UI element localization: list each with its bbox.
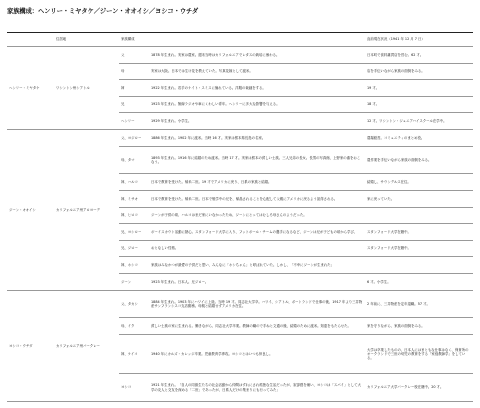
status-cell: 大学は卒業したものの、日本人にはまともな仕事はなく、保育所のオークランドで三世の幼児の教育をする「家庭教師学」をしている。 bbox=[365, 335, 473, 374]
notes-cell: 家族はみなかつが最愛の子供だと思い、みんなに「ホシちゃん」と呼ばれていた。しかし、「不幸にジーンが生まれた」 bbox=[149, 257, 365, 274]
member-cell: 母、タマ bbox=[119, 146, 149, 174]
status-cell: 農場経営。コミュニティのまとめ役。 bbox=[365, 129, 473, 146]
status-cell: 日本町で食料雑貨店を営む。62 才。 bbox=[365, 47, 473, 64]
member-cell: ヘンリー bbox=[119, 113, 149, 130]
notes-cell: おとなしい性格。 bbox=[149, 240, 365, 257]
notes-cell: 1921 年生まれ。「自人の同級生たちの社会活動から仲間はずれにされ孤独な生活だったが、寂寥感を補い、ヨシコは「スパイ」として大学の友人と交友を深める「二世」であったが、日系人だけの集まりにも行ってみた」 bbox=[149, 374, 365, 402]
status-cell: 12 才。ワシントン・ジュニアハイスクール在学中。 bbox=[365, 113, 473, 130]
status-cell: 6 才。小学生。 bbox=[365, 273, 473, 290]
document-title: 家族構成：ヘンリー・ミヤタケ／ジーン・オオイシ／ヨシコ・ウチダ bbox=[7, 8, 199, 15]
residence-cell: ワシントン州シアトル bbox=[54, 47, 119, 130]
member-cell: 姉、ケイコ bbox=[119, 335, 149, 374]
member-cell: 姉、ミサオ bbox=[119, 191, 149, 208]
notes-cell: 1886 年生まれ。1902 年に渡米。当時 16 才。実家は熊本県長島の名家。 bbox=[149, 129, 365, 146]
family-table bbox=[7, 32, 473, 402]
status-cell: 店を手伝いながら家族の面倒をみる。 bbox=[365, 63, 473, 80]
status-cell: スタンフォード大学在籍中。 bbox=[365, 240, 473, 257]
notes-cell: 1923 年生まれ。無線ラジオや車にくわしい青年。ヘンリーに多大な影響を与える。 bbox=[149, 96, 365, 113]
notes-cell: 貧しい士族の家に生まれる。働きながら、同志社大学卒業。教師の職ので手ねと文通の後、結婚のために渡米。知恵をもたらせた。 bbox=[149, 318, 365, 335]
notes-cell: 日本で教育を受けた。帰米二世。日本で勉学中の兄を、帰晶されることを心配して父親にアメリカに戻るよう説得される。 bbox=[149, 191, 365, 208]
member-cell: 姉 bbox=[119, 80, 149, 97]
notes-cell: 1923 年生まれ。日本人。兄ジロー。 bbox=[149, 273, 365, 290]
status-cell: 農作業を手伝いながら家族の面倒をみる。 bbox=[365, 146, 473, 174]
member-cell: 母 bbox=[119, 63, 149, 80]
table-header-row bbox=[7, 33, 473, 47]
notes-cell: 1884 年生まれ。1903 年にハワイに上陸。当時 19 才。同志社大学卒。ハワイ、シアトル、ポートランドで仕事の後、1917 年より三井物産サンフランシスコ支店勤務。母親と結婚せずアメリカ在住。 bbox=[149, 290, 365, 318]
member-cell: 父、タカシ bbox=[119, 290, 149, 318]
table-row bbox=[7, 47, 473, 64]
member-cell: 父 bbox=[119, 47, 149, 64]
status-cell: 2 年前に、三井物産を定年退職。57 才。 bbox=[365, 290, 473, 318]
notes-cell: 実家は大阪。日本では生け花を教えていた。写真花嫁として渡米。 bbox=[149, 63, 365, 80]
notes-cell: 1940 年にカルズ・カレッジ卒業。児童教育学専攻。ヨシコとはいつも仲良し。 bbox=[149, 335, 365, 374]
status-cell: 家に戻っていた。 bbox=[365, 191, 473, 208]
residence-cell: カリフォルニア州アロヨーデ bbox=[54, 129, 119, 290]
status-cell: 結婚し、サウンデルス在住。 bbox=[365, 174, 473, 191]
status-cell bbox=[365, 257, 473, 274]
residence-cell: カリフォルニア州バークレー bbox=[54, 290, 119, 401]
header-notes bbox=[149, 33, 365, 47]
notes-cell: 1922 年生まれ。若手のケイト・スミスに憧れている。洋服の裁縫をする。 bbox=[149, 80, 365, 97]
status-cell: 18 才。 bbox=[365, 96, 473, 113]
notes-cell: ジーンが子供の頃、ハルコはまだ家にいなかったため、ジーンにとってはむしろ母さんのようだった。 bbox=[149, 207, 365, 224]
member-cell: 姉、ホシコ bbox=[119, 257, 149, 274]
member-cell: 兄、ヨシロー bbox=[119, 224, 149, 241]
member-cell: 姉、ハルコ bbox=[119, 174, 149, 191]
notes-cell: 1893 年生まれ。1916 年に結婚のため渡米。当時 17 才。実家は熊本の貧しい士族。三人兄弟の長女。長男の写真館、上野家の番をおこなう。 bbox=[149, 146, 365, 174]
member-cell: 母、イク bbox=[119, 318, 149, 335]
family-name-cell: ジーン・オオイシ bbox=[7, 129, 54, 290]
table-row bbox=[7, 129, 473, 146]
notes-cell: 1929 年生まれ。小学生。 bbox=[149, 113, 365, 130]
status-cell bbox=[365, 207, 473, 224]
status-cell: カリフォルニア大学バークレー校在籍中。20 才。 bbox=[365, 374, 473, 402]
header-residence: 住居地 bbox=[54, 33, 119, 47]
member-cell: 姉、ヒロコ bbox=[119, 207, 149, 224]
notes-cell: 1878 年生まれ。実家は農家。週末当時はカリフォルニアでレタスの栽培に係わる。 bbox=[149, 47, 365, 64]
member-cell: ジーン bbox=[119, 273, 149, 290]
member-cell: 兄 bbox=[119, 96, 149, 113]
member-cell: 父、ヨジロー bbox=[119, 129, 149, 146]
status-cell: 19 才。 bbox=[365, 80, 473, 97]
notes-cell: ボーイスカウト活動に熱心。スタンフォード大学に入り、フットボール・チームの選手になるなど、ジーンは兄が子どもの頃から学び、 bbox=[149, 224, 365, 241]
header-family bbox=[7, 33, 54, 47]
status-cell: 家を守りながら、家族の面倒をみる。 bbox=[365, 318, 473, 335]
table-row bbox=[7, 290, 473, 318]
header-member: 家族構成 bbox=[119, 33, 149, 47]
member-cell: ヨシコ bbox=[119, 374, 149, 402]
family-name-cell: ヨシコ・ウチダ bbox=[7, 290, 54, 401]
notes-cell: 日本で教育を受けた。帰米二世。19 才でアメリカに戻り、日系の家族と結婚。 bbox=[149, 174, 365, 191]
member-cell: 兄、ジロー bbox=[119, 240, 149, 257]
header-status: 直前現在状況（1941 年 12 月 7 日） bbox=[365, 33, 473, 47]
status-cell: スタンフォード大学在籍中。 bbox=[365, 224, 473, 241]
family-name-cell: ヘンリー・ミヤタケ bbox=[7, 47, 54, 130]
